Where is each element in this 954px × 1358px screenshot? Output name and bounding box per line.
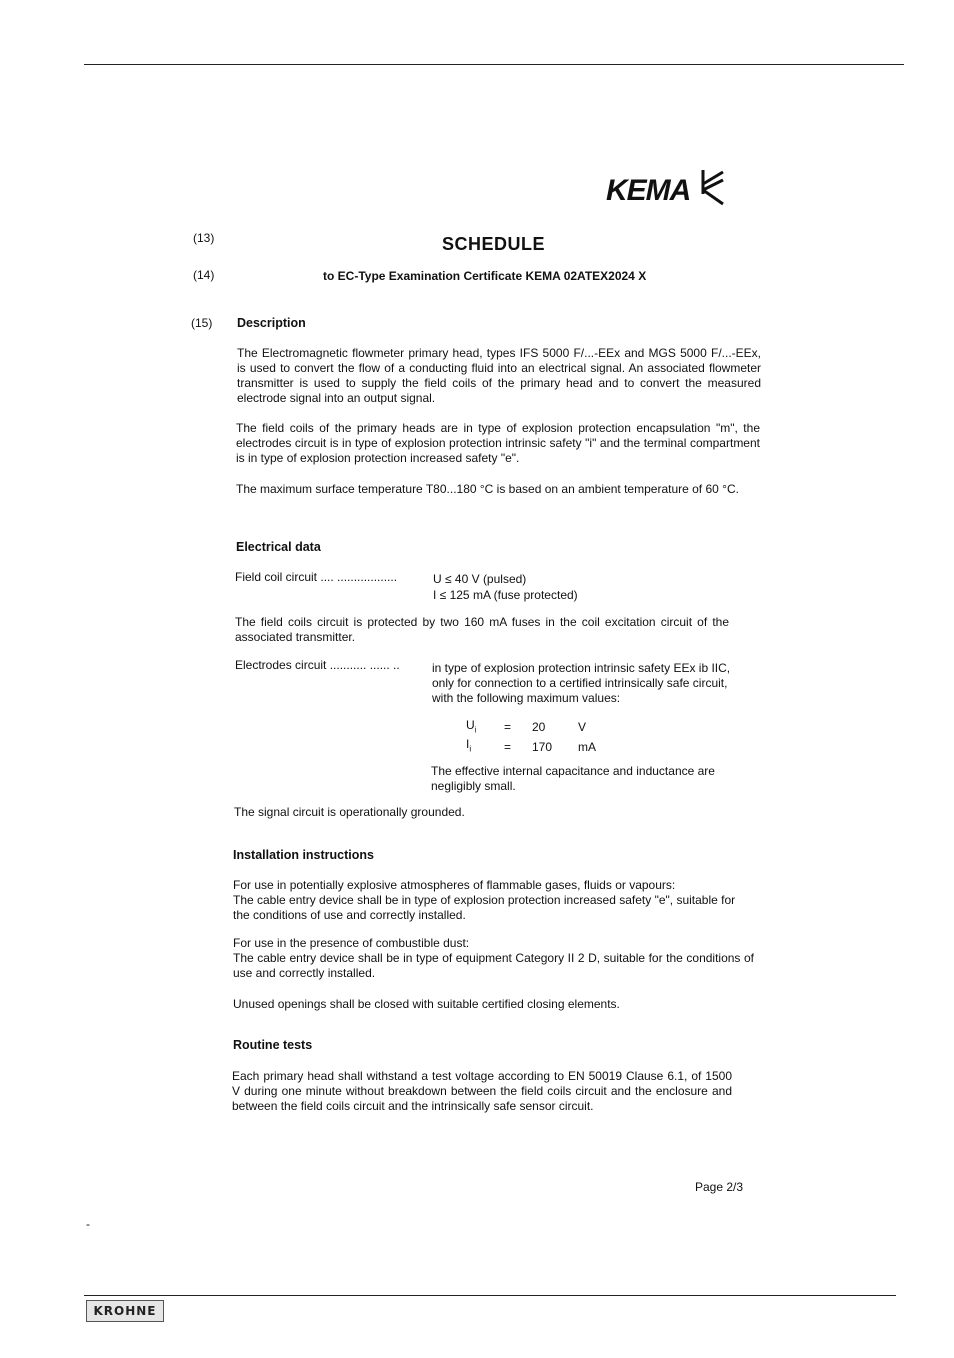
value-equals: = (504, 739, 512, 754)
installation-paragraph-2-lead: For use in the presence of combustible dust: (233, 936, 470, 950)
item-number-14: (14) (193, 268, 215, 282)
installation-paragraph-2 (233, 936, 754, 981)
kema-logo (606, 168, 727, 208)
value-symbol: $I_i$ (466, 737, 472, 754)
value-number: 170 (532, 739, 553, 754)
signal-circuit-text: The signal circuit is operationally grounded. (234, 805, 465, 819)
kema-logo-text: KEMA (606, 174, 691, 207)
description-paragraph-2: The field coils of the primary heads are in type of explosion protection encapsulation "m", the electrodes circuit is in type of explosion protection intrinsic safety "i" and the terminal compartment is in type of explosion protection increased safety "e". (236, 421, 760, 465)
krohne-logo: KROHNE (86, 1300, 164, 1322)
value-unit: V (578, 720, 587, 735)
item-number-15: (15) (191, 316, 213, 330)
fuse-protection-text: The field coils circuit is protected by two 160 mA fuses in the coil excitation circuit of the associated transmitter. (235, 615, 729, 644)
field-coil-current: I ≤ 125 mA (fuse protected) (433, 588, 578, 602)
field-coil-label: Field coil circuit .... .................. (235, 570, 398, 584)
installation-paragraph-2-body: The cable entry device shall be in type of equipment Category II 2 D, suitable for the conditions of use and correctly installed. (233, 951, 754, 980)
installation-paragraph-1 (233, 878, 753, 923)
page-title: SCHEDULE (442, 234, 546, 254)
capacitance-text: The effective internal capacitance and inductance are negligibly small. (431, 764, 715, 793)
kema-logo-mark-icon (697, 168, 727, 206)
description-heading: Description (237, 316, 306, 330)
page-number: Page 2/3 (695, 1180, 744, 1194)
routine-tests-paragraph: Each primary head shall withstand a test voltage according to EN 50019 Clause 6.1, of 1500 V during one minute without breakdown between the field coils circuit and the enclosure and between the field coils circuit and the intrinsically safe sensor circuit. (232, 1069, 732, 1113)
installation-paragraph-1-lead: For use in potentially explosive atmospheres of flammable gases, fluids or vapours: (233, 878, 676, 892)
max-values-row (466, 737, 596, 756)
value-number: 20 (532, 720, 546, 735)
top-rule (84, 64, 904, 65)
description-paragraph-3: The maximum surface temperature T80...180 °C is based on an ambient temperature of 60 °C. (236, 482, 739, 496)
routine-tests-heading: Routine tests (233, 1038, 313, 1052)
bottom-rule (84, 1295, 896, 1296)
electrical-data-heading: Electrical data (236, 540, 321, 554)
description-paragraph-1: The Electromagnetic flowmeter primary head, types IFS 5000 F/...-EEx and MGS 5000 F/...-EEx, is used to convert the flow of a conducting fluid into an electrical signal. An associated flowmeter transmitter is used to supply the field coils of the primary head and to convert the measured electrode signal into an output signal. (237, 346, 761, 405)
value-equals: = (504, 720, 512, 735)
electrodes-label: Electrodes circuit ........... ...... .. (235, 658, 400, 672)
installation-paragraph-3: Unused openings shall be closed with suitable certified closing elements. (233, 997, 620, 1011)
installation-paragraph-1-body: The cable entry device shall be in type of explosion protection increased safety "e", suitable for the conditions of use and correctly installed. (233, 893, 736, 922)
electrodes-text: in type of explosion protection intrinsic safety EEx ib IIC, only for connection to a certified intrinsically safe circuit, with the following maximum values: (432, 661, 731, 705)
value-symbol: $U_i$ (466, 718, 477, 735)
item-number-13: (13) (193, 231, 215, 245)
max-values-table (466, 718, 596, 757)
field-coil-voltage: U ≤ 40 V (pulsed) (433, 572, 527, 586)
value-unit: mA (578, 739, 596, 754)
installation-heading: Installation instructions (233, 848, 374, 862)
max-values-row (466, 718, 596, 737)
margin-dash: - (86, 1217, 90, 1231)
certificate-subtitle: to EC-Type Examination Certificate KEMA 02ATEX2024 X (323, 269, 647, 283)
